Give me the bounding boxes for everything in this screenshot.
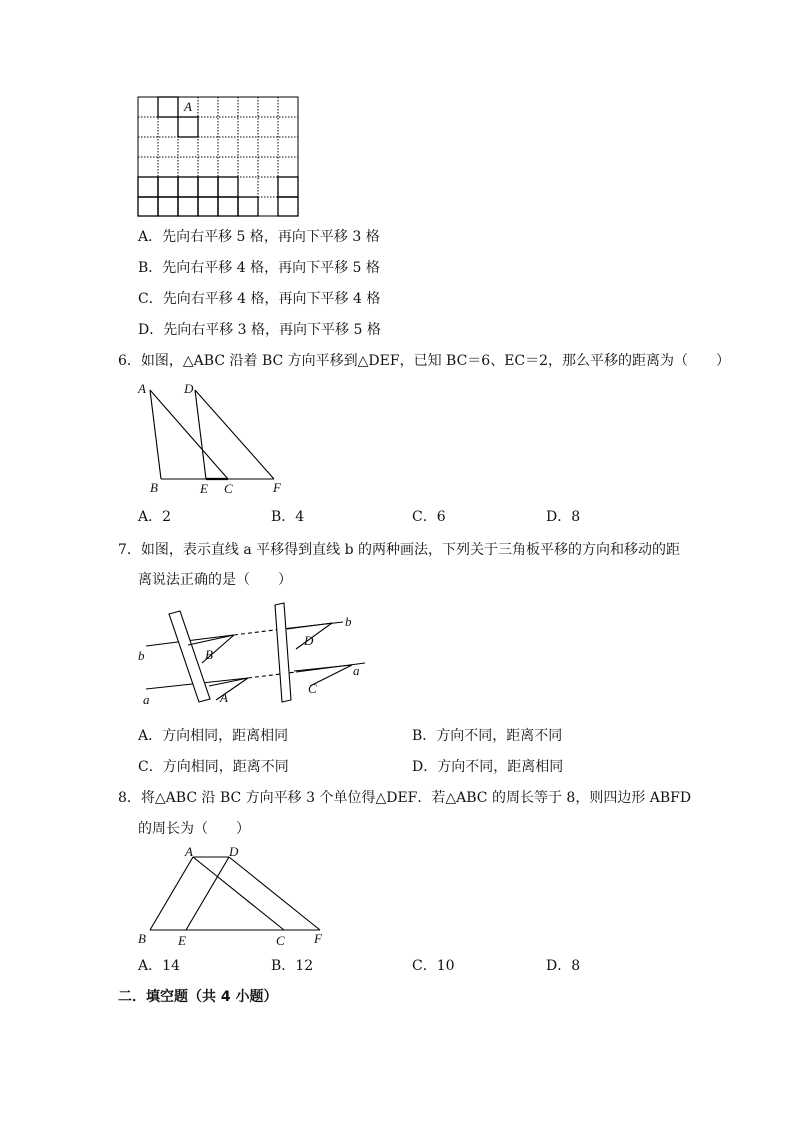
q8-label-a: A bbox=[185, 844, 193, 859]
q7-label-b: B bbox=[205, 647, 213, 662]
shape-a bbox=[158, 97, 198, 137]
q6-option-a[interactable]: A．2 bbox=[138, 509, 172, 525]
q6-option-d[interactable]: D．8 bbox=[546, 509, 581, 525]
q6-stem: 6．如图，△ABC 沿着 BC 方向平移到△DEF，已知 BC＝6、EC＝2，那么平移的距离为（ ） bbox=[118, 353, 731, 369]
q8-option-c[interactable]: C．10 bbox=[412, 958, 455, 974]
q8-label-c: C bbox=[276, 933, 285, 948]
q7-label-b-right: b bbox=[345, 614, 352, 629]
q5-option-d[interactable]: D．先向右平移 3 格，再向下平移 5 格 bbox=[138, 322, 381, 338]
q5-option-c[interactable]: C．先向右平移 4 格，再向下平移 4 格 bbox=[138, 291, 381, 307]
q7-label-d: D bbox=[304, 633, 314, 648]
q7-option-b[interactable]: B．方向不同，距离不同 bbox=[412, 728, 563, 744]
q7-option-c[interactable]: C．方向相同，距离不同 bbox=[138, 759, 289, 775]
q7-figure bbox=[130, 598, 380, 710]
section-2-heading: 二．填空题（共 4 小题） bbox=[118, 989, 278, 1005]
q6-label-f: F bbox=[273, 480, 281, 495]
q7-option-a[interactable]: A．方向相同，距离相同 bbox=[138, 728, 289, 744]
label-a: A bbox=[184, 99, 192, 114]
q8-stem-line2: 的周长为（ ） bbox=[138, 821, 250, 837]
q8-figure bbox=[130, 842, 340, 952]
q7-label-c: C bbox=[308, 681, 317, 696]
q6-label-d: D bbox=[184, 381, 194, 396]
q8-option-d[interactable]: D．8 bbox=[546, 958, 581, 974]
grid-figure bbox=[130, 90, 310, 225]
q7-label-a-right: a bbox=[353, 663, 360, 678]
q6-label-e: E bbox=[200, 481, 208, 496]
q6-option-c[interactable]: C．6 bbox=[412, 509, 446, 525]
q6-label-b: B bbox=[150, 480, 158, 495]
q8-label-b: B bbox=[138, 931, 146, 946]
q8-label-e: E bbox=[178, 933, 186, 948]
q7-label-a-left: a bbox=[143, 692, 150, 707]
q8-label-f: F bbox=[314, 931, 322, 946]
q7-stem-line2: 离说法正确的是（ ） bbox=[138, 572, 292, 588]
q5-option-a[interactable]: A．先向右平移 5 格，再向下平移 3 格 bbox=[138, 229, 380, 245]
q8-option-b[interactable]: B．12 bbox=[271, 958, 314, 974]
q6-option-b[interactable]: B．4 bbox=[271, 509, 305, 525]
q6-label-c: C bbox=[224, 481, 233, 496]
q7-option-d[interactable]: D．方向不同，距离相同 bbox=[412, 759, 564, 775]
q7-stem-line1: 7．如图，表示直线 a 平移得到直线 b 的两种画法，下列关于三角板平移的方向和移动的距 bbox=[118, 542, 681, 558]
q6-label-a: A bbox=[138, 381, 146, 396]
q6-figure bbox=[130, 375, 300, 500]
q8-option-a[interactable]: A．14 bbox=[138, 958, 180, 974]
q7-label-a: A bbox=[220, 690, 228, 705]
q8-stem-line1: 8．将△ABC 沿 BC 方向平移 3 个单位得△DEF．若△ABC 的周长等于 8，则四边形 ABFD bbox=[118, 790, 692, 806]
q5-option-b[interactable]: B．先向右平移 4 格，再向下平移 5 格 bbox=[138, 260, 380, 276]
q8-label-d: D bbox=[229, 844, 239, 859]
q7-label-b-left: b bbox=[138, 648, 145, 663]
